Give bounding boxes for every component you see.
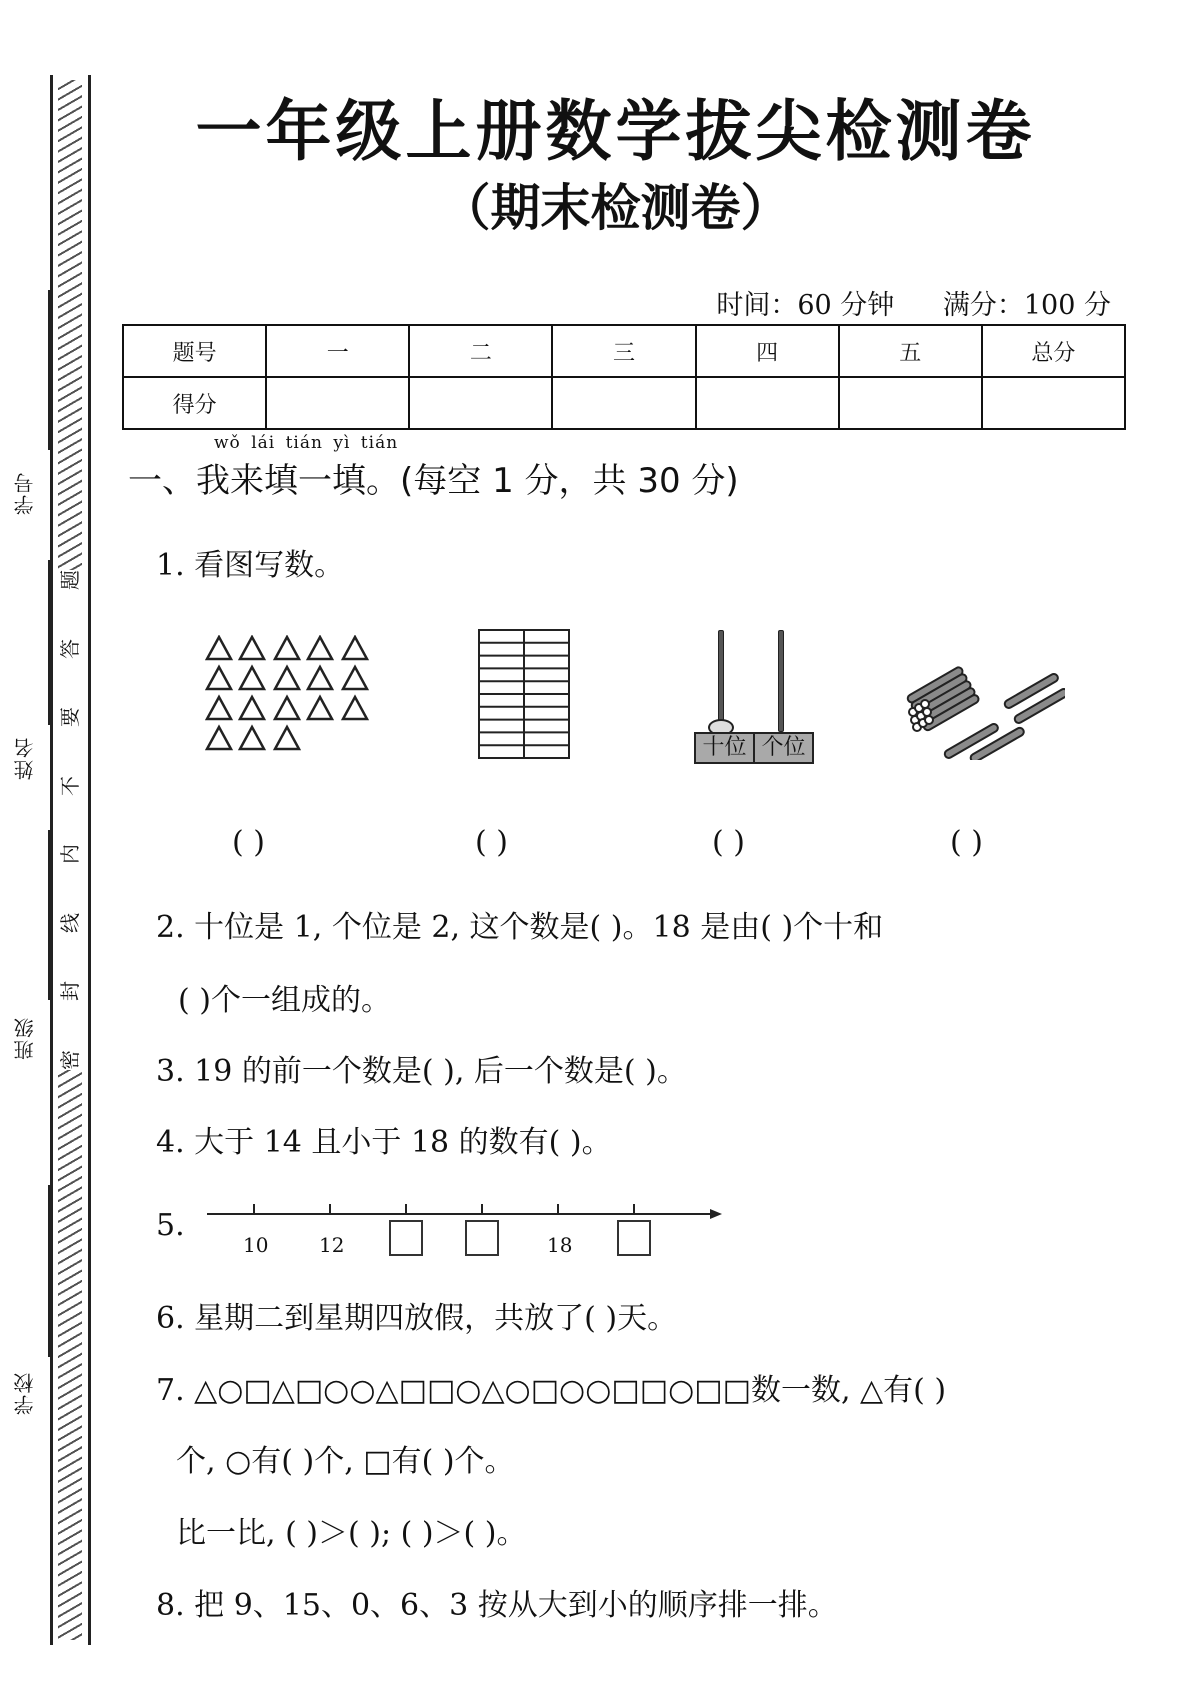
student-id-line[interactable] — [48, 290, 50, 450]
class-label: 班级 — [13, 1016, 37, 1060]
number-line — [205, 1200, 725, 1220]
student-id-label: 学号 — [13, 471, 37, 515]
header-cell: 一 — [266, 325, 409, 377]
q1-answer-2[interactable]: ( ) — [475, 825, 508, 860]
section-pinyin: wǒ lái tián yì tián — [214, 433, 399, 453]
class-line[interactable] — [48, 830, 50, 1000]
time-limit: 时间：60 分钟 — [716, 290, 895, 321]
question-7-line-1: 7. △○□△□○○△□□○△○□○○□□○□□数一数, △有( ) — [156, 1373, 947, 1408]
question-7-line-3: 比一比, ( )＞( ); ( )＞( )。 — [176, 1516, 527, 1551]
question-7-line-2: 个, ○有( )个, □有( )个。 — [176, 1444, 515, 1479]
score-row-label: 得分 — [123, 377, 266, 429]
name-label: 姓名 — [13, 736, 37, 780]
question-6: 6. 星期二到星期四放假，共放了( )天。 — [156, 1301, 678, 1336]
full-score: 满分：100 分 — [942, 290, 1111, 321]
question-2-line-2: ( )个一组成的。 — [178, 983, 391, 1018]
q1-answer-4[interactable]: ( ) — [950, 825, 983, 860]
number-line-blank[interactable] — [465, 1220, 499, 1256]
seal-char: 题 — [58, 570, 82, 590]
seal-char: 封 — [58, 981, 82, 1002]
seal-warning — [54, 570, 86, 1070]
score-table-score-row — [123, 377, 1125, 429]
score-table-header-row — [123, 325, 1125, 377]
header-cell: 五 — [839, 325, 982, 377]
binding-line-right — [88, 75, 91, 1645]
score-cell[interactable] — [266, 377, 409, 429]
page-subtitle: （期末检测卷） — [440, 179, 791, 237]
header-cell: 题号 — [123, 325, 266, 377]
question-3: 3. 19 的前一个数是( ), 后一个数是( )。 — [156, 1054, 687, 1089]
sticks-figure — [905, 660, 1065, 760]
abacus-rod-tens — [718, 630, 724, 732]
page-title: 一年级上册数学拔尖检测卷 — [195, 93, 1036, 170]
seal-char: 答 — [58, 638, 82, 659]
q1-answer-3[interactable]: ( ) — [712, 825, 745, 860]
question-8: 8. 把 9、15、0、6、3 按从大到小的顺序排一排。 — [156, 1588, 838, 1623]
seal-char: 内 — [58, 844, 82, 865]
header-cell: 三 — [552, 325, 695, 377]
tick-label: 10 — [243, 1233, 269, 1257]
name-field[interactable] — [10, 560, 40, 780]
header-cell: 四 — [696, 325, 839, 377]
question-1: 1. 看图写数。 — [156, 548, 345, 583]
exam-meta — [676, 283, 1111, 322]
ones-place-label: 个位 — [761, 735, 806, 760]
seal-char: 要 — [58, 707, 82, 728]
score-cell[interactable] — [409, 377, 552, 429]
grid-bars-figure — [477, 628, 571, 760]
seal-char: 密 — [58, 1049, 82, 1070]
seal-char: 线 — [58, 912, 82, 933]
tens-place-label: 十位 — [696, 734, 755, 762]
school-line[interactable] — [48, 1185, 50, 1357]
section-title: 一、我来填一填。(每空 1 分，共 30 分) — [128, 461, 739, 501]
header-cell: 总分 — [982, 325, 1125, 377]
header-cell: 二 — [409, 325, 552, 377]
number-line-blank[interactable] — [389, 1220, 423, 1256]
student-id-field[interactable] — [10, 290, 40, 515]
score-cell[interactable] — [552, 377, 695, 429]
tick-label: 12 — [319, 1233, 345, 1257]
seal-char: 不 — [58, 775, 82, 796]
name-line[interactable] — [48, 560, 50, 725]
q1-answer-1[interactable]: ( ) — [232, 825, 265, 860]
school-field[interactable] — [10, 1185, 40, 1415]
question-2-line-1: 2. 十位是 1, 个位是 2, 这个数是( )。18 是由( )个十和 — [156, 910, 884, 945]
school-label: 学校 — [13, 1371, 37, 1415]
score-table — [122, 324, 1126, 430]
question-4: 4. 大于 14 且小于 18 的数有( )。 — [156, 1125, 612, 1160]
class-field[interactable] — [10, 830, 40, 1060]
binding-line-left — [50, 75, 53, 1645]
abacus-rod-ones — [778, 630, 784, 732]
question-5-label: 5. — [156, 1208, 185, 1243]
abacus-figure — [692, 630, 817, 765]
abacus-base — [694, 732, 814, 764]
triangles-figure — [205, 635, 375, 755]
score-cell[interactable] — [839, 377, 982, 429]
number-line-blank[interactable] — [617, 1220, 651, 1256]
tick-label: 18 — [547, 1233, 573, 1257]
score-cell[interactable] — [696, 377, 839, 429]
score-cell[interactable] — [982, 377, 1125, 429]
